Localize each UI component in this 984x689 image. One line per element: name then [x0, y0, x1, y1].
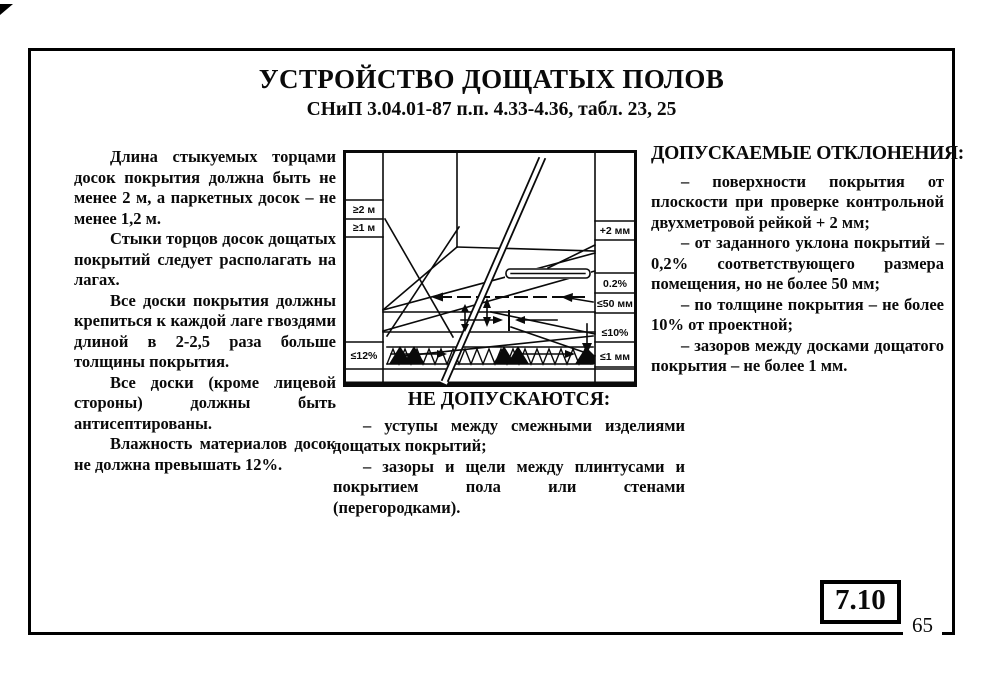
diagram-label-max-10pct: ≤10%	[601, 327, 629, 339]
page-subtitle: СНиП 3.04.01-87 п.п. 4.33-4.36, табл. 23, 25	[306, 99, 677, 120]
diagram-label-max-12pct: ≤12%	[350, 350, 378, 362]
diagram-label-0-2pct: 0.2%	[603, 278, 627, 290]
not-allowed-section	[333, 390, 685, 518]
deviation-item: – от заданного уклона покрытий – 0,2% соответствующего размера помещения, но не более 50 мм;	[651, 233, 944, 293]
deviation-item: – по толщине покрытия – не более 10% от проектной;	[651, 294, 944, 334]
allowed-deviations-column	[651, 143, 965, 377]
page-number: 65	[903, 613, 942, 642]
left-column	[74, 147, 336, 475]
not-allowed-heading: НЕ ДОПУСКАЮТСЯ:	[407, 389, 611, 410]
floor-construction-diagram	[343, 150, 637, 388]
paragraph: Все доски (кроме лицевой стороны) должны быть антисептированы.	[74, 372, 336, 433]
deviation-item: – поверхности покрытия от плоскости при проверке контрольной двухметровой рейкой + 2 мм;	[651, 171, 944, 232]
not-allowed-item: – зазоры и щели между плинтусами и покрытием пола или стенами (перегородками).	[333, 456, 685, 517]
paragraph: Все доски покрытия должны крепиться к каждой лаге гвоздями длиной в 2-2,5 раза больше толщины покрытия.	[74, 290, 336, 371]
diagram-label-min-1m: ≥1 м	[352, 222, 376, 234]
paragraph: Влажность материалов досок не должна превышать 12%.	[74, 434, 336, 474]
section-badge: 7.10	[820, 580, 901, 624]
deviation-item: – зазоров между досками дощатого покрытия – не более 1 мм.	[651, 335, 944, 375]
paragraph: Длина стыкуемых торцами досок покрытия должна быть не менее 2 м, а паркетных досок – не менее 1,2 м.	[74, 147, 336, 228]
scan-artifact	[0, 4, 13, 15]
diagram-label-max-50mm: ≤50 мм	[597, 298, 633, 310]
allowed-deviations-heading: ДОПУСКАЕМЫЕ ОТКЛОНЕНИЯ:	[651, 143, 965, 164]
diagram-label-min-2m: ≥2 м	[352, 204, 376, 216]
paragraph: Стыки торцов досок дощатых покрытий следует располагать на лагах.	[74, 229, 336, 289]
page-title: УСТРОЙСТВО ДОЩАТЫХ ПОЛОВ	[258, 64, 725, 94]
diagram-label-max-1mm: ≤1 мм	[599, 351, 631, 363]
not-allowed-item: – уступы между смежными изделиями дощатых покрытий;	[333, 415, 685, 455]
diagram-label-plus-2mm: +2 мм	[599, 225, 631, 237]
